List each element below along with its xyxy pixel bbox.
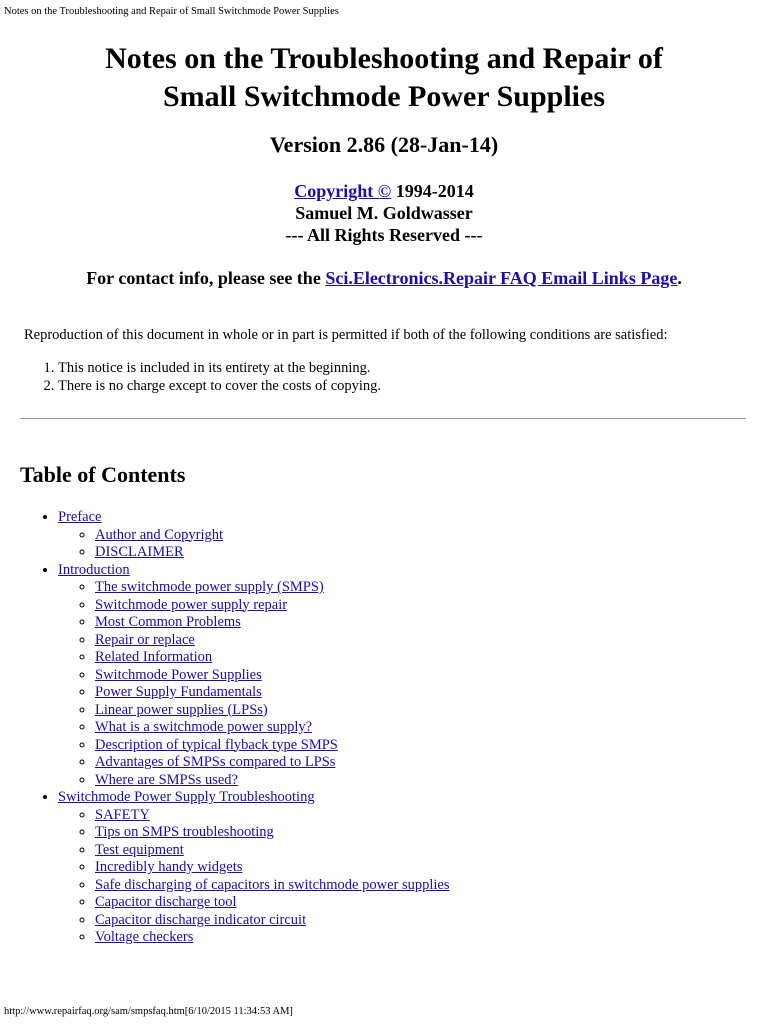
toc-subitem (95, 929, 450, 947)
toc-link[interactable]: DISCLAIMER (95, 544, 184, 560)
toc-link[interactable]: Description of typical flyback type SMPS (95, 736, 338, 753)
toc-link[interactable]: SAFETY (95, 806, 150, 823)
toc-link[interactable]: Test equipment (95, 841, 184, 858)
page-title (0, 40, 768, 116)
toc-sublist (58, 807, 450, 947)
toc-subitem (95, 632, 450, 650)
toc-subitem (95, 807, 450, 825)
toc-section (58, 509, 450, 562)
toc-subitem (95, 702, 450, 720)
toc-link-introduction[interactable]: Introduction (58, 561, 130, 578)
author-name: Samuel M. Goldwasser (295, 203, 473, 223)
condition-item: 2. There is no charge except to cover the costs of copying. (58, 377, 381, 395)
toc-link-preface[interactable]: Preface (58, 509, 102, 525)
toc-subitem (95, 754, 450, 772)
copyright-block (0, 180, 768, 246)
toc-subitem (95, 579, 450, 597)
table-of-contents (20, 509, 450, 947)
toc-link[interactable]: Where are SMPSs used? (95, 771, 238, 788)
rights-notice: --- All Rights Reserved --- (285, 225, 483, 245)
title-line-2: Small Switchmode Power Supplies (163, 80, 605, 113)
print-footer-url: http://www.repairfaq.org/sam/smpsfaq.htm[6/10/2015 11:34:53 AM] (4, 1006, 293, 1017)
condition-item: 1. This notice is included in its entirety at the beginning. (58, 359, 381, 377)
conditions-list (20, 359, 381, 395)
toc-subitem (95, 877, 450, 895)
toc-subitem (95, 772, 450, 790)
toc-subitem (95, 527, 450, 545)
toc-link-troubleshooting[interactable]: Switchmode Power Supply Troubleshooting (58, 789, 315, 805)
toc-section (58, 789, 450, 947)
toc-link[interactable]: Switchmode power supply repair (95, 596, 288, 613)
toc-subitem (95, 597, 450, 615)
toc-link[interactable]: Most Common Problems (95, 614, 241, 630)
toc-subitem (95, 859, 450, 877)
toc-link[interactable]: Capacitor discharge indicator circuit (95, 911, 307, 928)
reproduction-notice: Reproduction of this document in whole or in part is permitted if both of the following conditions are satisfied: (24, 327, 668, 343)
toc-section (58, 562, 450, 790)
toc-subitem (95, 912, 450, 930)
toc-link[interactable]: Voltage checkers (95, 929, 194, 945)
toc-link[interactable]: Capacitor discharge tool (95, 894, 237, 910)
toc-sublist (58, 527, 450, 562)
toc-subitem (95, 737, 450, 755)
toc-link[interactable]: Advantages of SMPSs compared to LPSs (95, 754, 336, 770)
toc-link[interactable]: Switchmode Power Supplies (95, 666, 262, 683)
toc-sublist (58, 579, 450, 789)
toc-link[interactable]: What is a switchmode power supply? (95, 719, 313, 735)
toc-link[interactable]: The switchmode power supply (SMPS) (95, 579, 324, 595)
toc-subitem (95, 824, 450, 842)
toc-heading: Table of Contents (20, 462, 186, 487)
toc-subitem (95, 667, 450, 685)
toc-link[interactable]: Power Supply Fundamentals (95, 684, 262, 700)
toc-link[interactable]: Linear power supplies (LPSs) (95, 701, 268, 718)
toc-link[interactable]: Incredibly handy widgets (95, 859, 243, 875)
copyright-link[interactable]: Copyright © (294, 181, 392, 201)
toc-link[interactable]: Author and Copyright (95, 526, 224, 543)
contact-prefix: For contact info, please see the (86, 268, 321, 288)
toc-subitem (95, 544, 450, 562)
version-heading: Version 2.86 (28-Jan-14) (269, 132, 499, 157)
toc-link[interactable]: Safe discharging of capacitors in switchmode power supplies (95, 876, 450, 893)
copyright-years: 1994-2014 (395, 181, 474, 201)
email-links-page-link[interactable]: Sci.Electronics.Repair FAQ Email Links Page (325, 268, 678, 288)
toc-subitem (95, 684, 450, 702)
toc-subitem (95, 649, 450, 667)
contact-suffix: . (677, 268, 682, 288)
title-line-1: Notes on the Troubleshooting and Repair of (105, 42, 663, 75)
toc-subitem (95, 842, 450, 860)
toc-link[interactable]: Repair or replace (95, 631, 195, 648)
toc-subitem (95, 894, 450, 912)
toc-subitem (95, 614, 450, 632)
toc-link[interactable]: Tips on SMPS troubleshooting (95, 824, 274, 840)
toc-subitem (95, 719, 450, 737)
horizontal-rule (20, 418, 746, 419)
contact-line (0, 268, 768, 289)
print-header-title: Notes on the Troubleshooting and Repair of Small Switchmode Power Supplies (4, 6, 339, 17)
toc-link[interactable]: Related Information (95, 649, 213, 665)
